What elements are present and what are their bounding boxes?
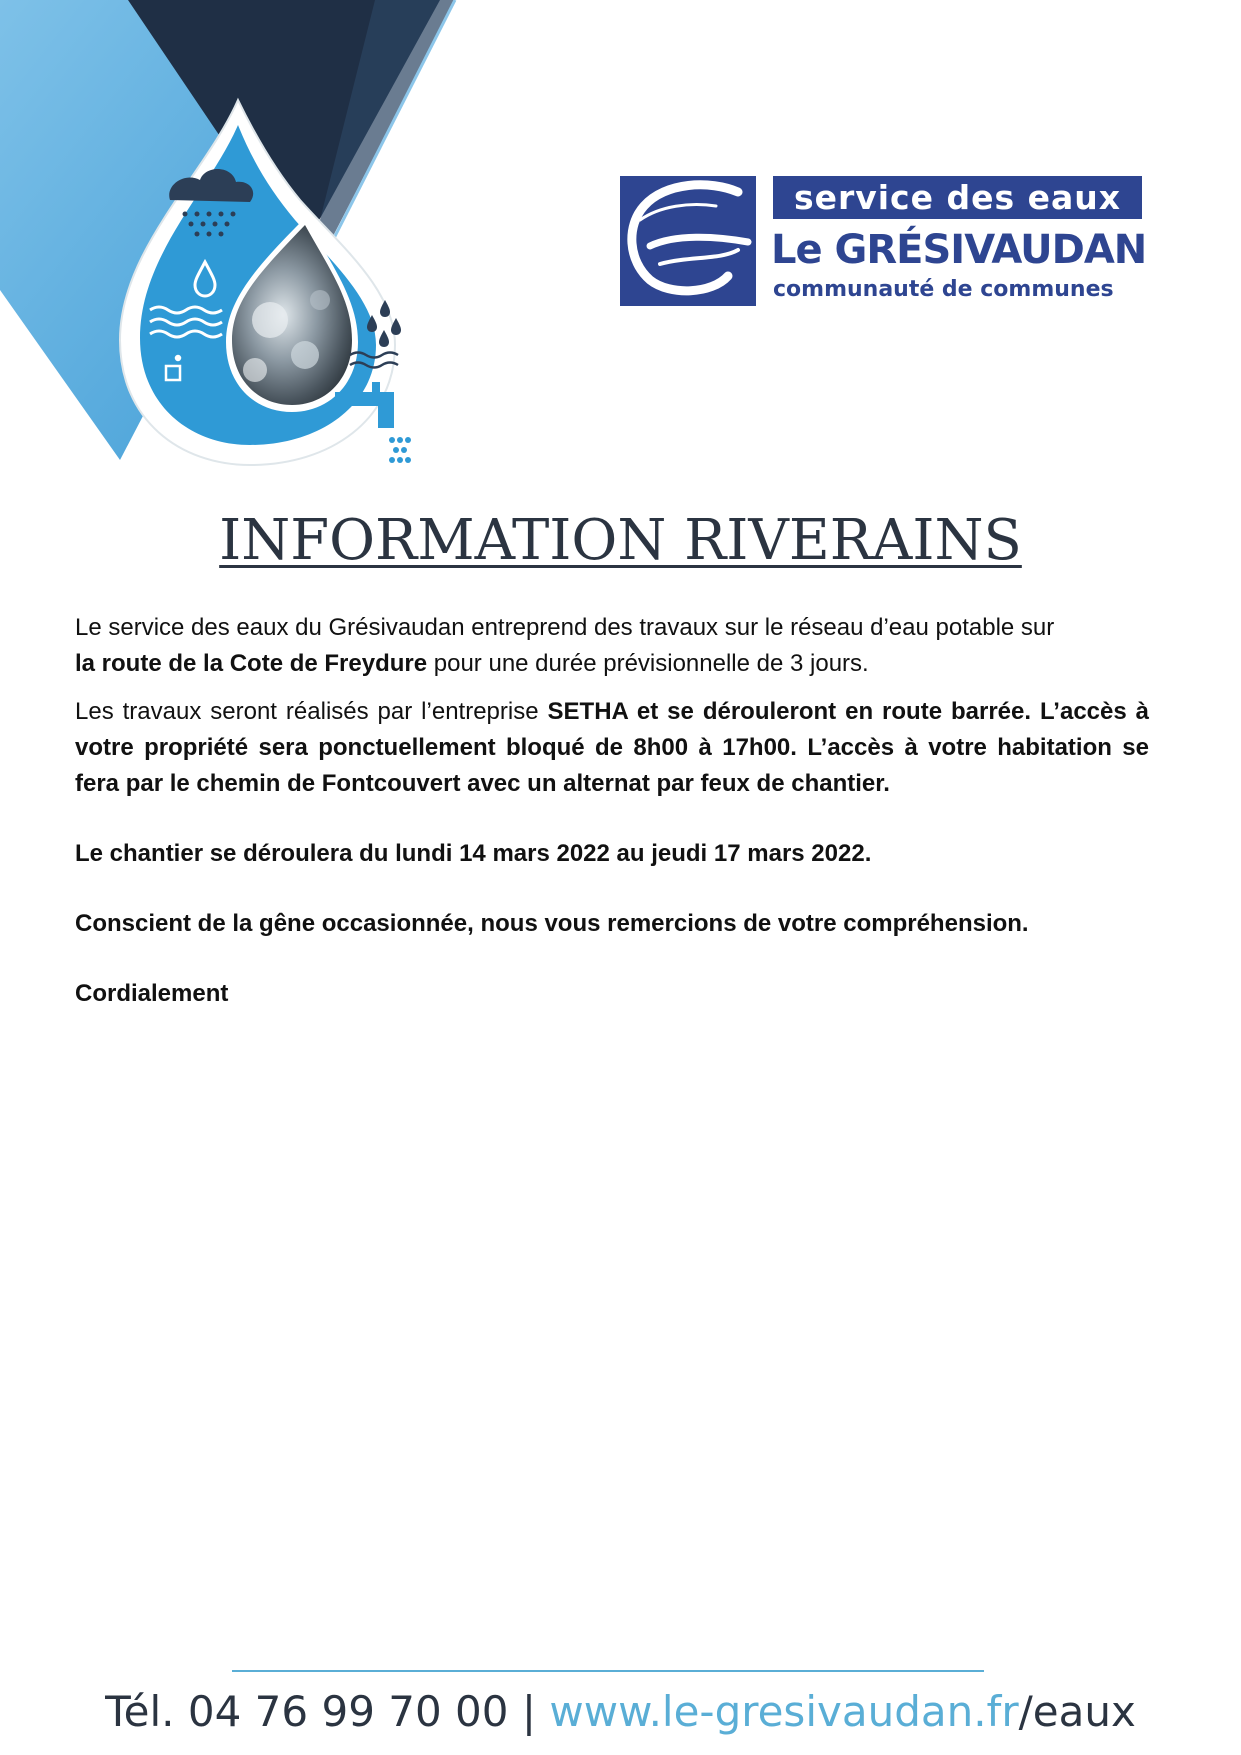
footer-website-link[interactable]: www.le-gresivaudan.fr — [549, 1687, 1019, 1736]
footer-website-path[interactable]: /eaux — [1018, 1687, 1136, 1736]
notice-body — [75, 610, 1149, 1012]
details-bold: SETHA et se dérouleront en route barrée. L’accès à votre propriété sera ponctuellement bloqué de 8h00 à 17h00. L’accès à votre habitation se fera par le chemin de Fontcouvert avec un alternat par feux de chantier. — [75, 698, 1149, 797]
logo-g-icon — [620, 176, 756, 306]
hero-illustration — [0, 0, 470, 475]
paragraph-apology: Conscient de la gêne occasionnée, nous vous remercions de votre compréhension. — [75, 910, 1029, 937]
paragraph-works-intro — [75, 610, 1149, 682]
page-title-wrap — [0, 508, 1241, 573]
page-title: INFORMATION RIVERAINS — [219, 508, 1022, 573]
paragraph-signoff: Cordialement — [75, 980, 229, 1007]
footer-separator: | — [508, 1687, 550, 1736]
paragraph-works-details — [75, 694, 1149, 802]
footer-divider — [232, 1670, 984, 1672]
footer-contact — [0, 1685, 1241, 1739]
logo-name: Le GRÉSIVAUDAN — [771, 227, 1147, 273]
logo-subtitle: communauté de communes — [773, 277, 1114, 302]
details-lead: Les travaux seront réalisés par l’entreprise — [75, 698, 548, 725]
intro-road-name: la route de la Cote de Freydure — [75, 650, 428, 677]
intro-line: Le service des eaux du Grésivaudan entreprend des travaux sur le réseau d’eau potable sur — [75, 614, 1055, 641]
paragraph-schedule: Le chantier se déroulera du lundi 14 mars 2022 au jeudi 17 mars 2022. — [75, 840, 872, 867]
logo-band-text: service des eaux — [773, 176, 1142, 219]
intro-duration: pour une durée prévisionnelle de 3 jours. — [427, 650, 869, 677]
gresivaudan-logo — [620, 176, 1147, 306]
footer-phone: Tél. 04 76 99 70 00 — [105, 1687, 509, 1736]
logo-mark — [620, 176, 756, 306]
